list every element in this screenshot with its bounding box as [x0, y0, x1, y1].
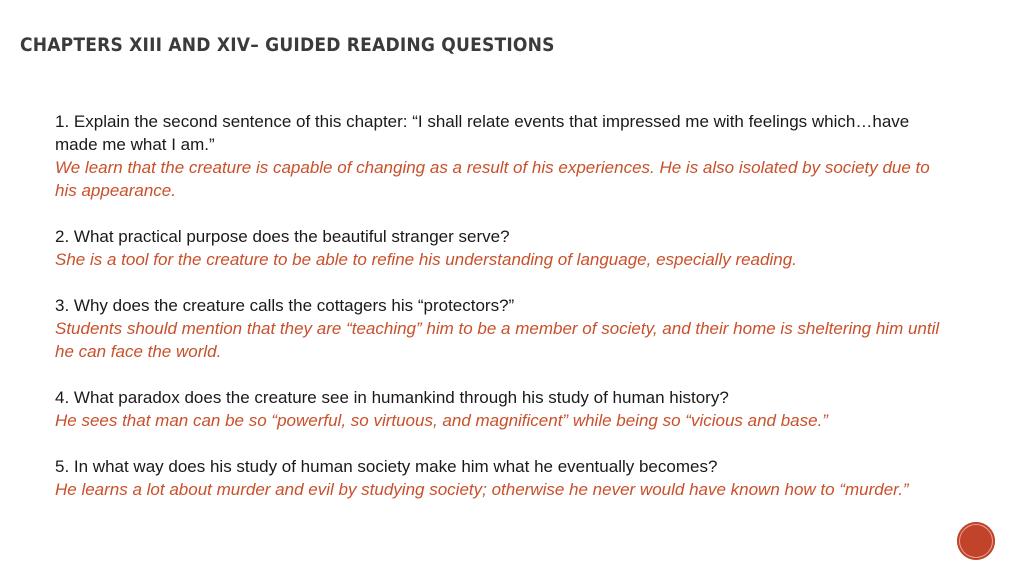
question-item-2	[55, 225, 955, 271]
answer-text: Students should mention that they are “teaching” him to be a member of society, and their home is sheltering him until he can face the world.	[55, 319, 940, 361]
question-item-3	[55, 294, 955, 363]
page-number-badge	[957, 522, 995, 560]
question-text: 3. Why does the creature calls the cottagers his “protectors?”	[55, 296, 515, 315]
question-text: 5. In what way does his study of human society make him what he eventually becomes?	[55, 457, 718, 476]
slide-title: CHAPTERS XIII AND XIV– GUIDED READING QUESTIONS	[20, 34, 555, 56]
answer-text: He learns a lot about murder and evil by studying society; otherwise he never would have known how to “murder.”	[55, 480, 909, 499]
answer-text: He sees that man can be so “powerful, so virtuous, and magnificent” while being so “vicious and base.”	[55, 411, 828, 430]
questions-list	[55, 110, 955, 501]
answer-text: She is a tool for the creature to be able to refine his understanding of language, especially reading.	[55, 250, 797, 269]
question-item-4	[55, 386, 955, 432]
question-text: 1. Explain the second sentence of this chapter: “I shall relate events that impressed me with feelings which…have made me what I am.”	[55, 112, 910, 154]
question-item-5	[55, 455, 955, 501]
question-text: 4. What paradox does the creature see in humankind through his study of human history?	[55, 388, 729, 407]
question-item-1	[55, 110, 955, 202]
answer-text: We learn that the creature is capable of changing as a result of his experiences. He is also isolated by society due to his appearance.	[55, 158, 930, 200]
question-text: 2. What practical purpose does the beautiful stranger serve?	[55, 227, 510, 246]
